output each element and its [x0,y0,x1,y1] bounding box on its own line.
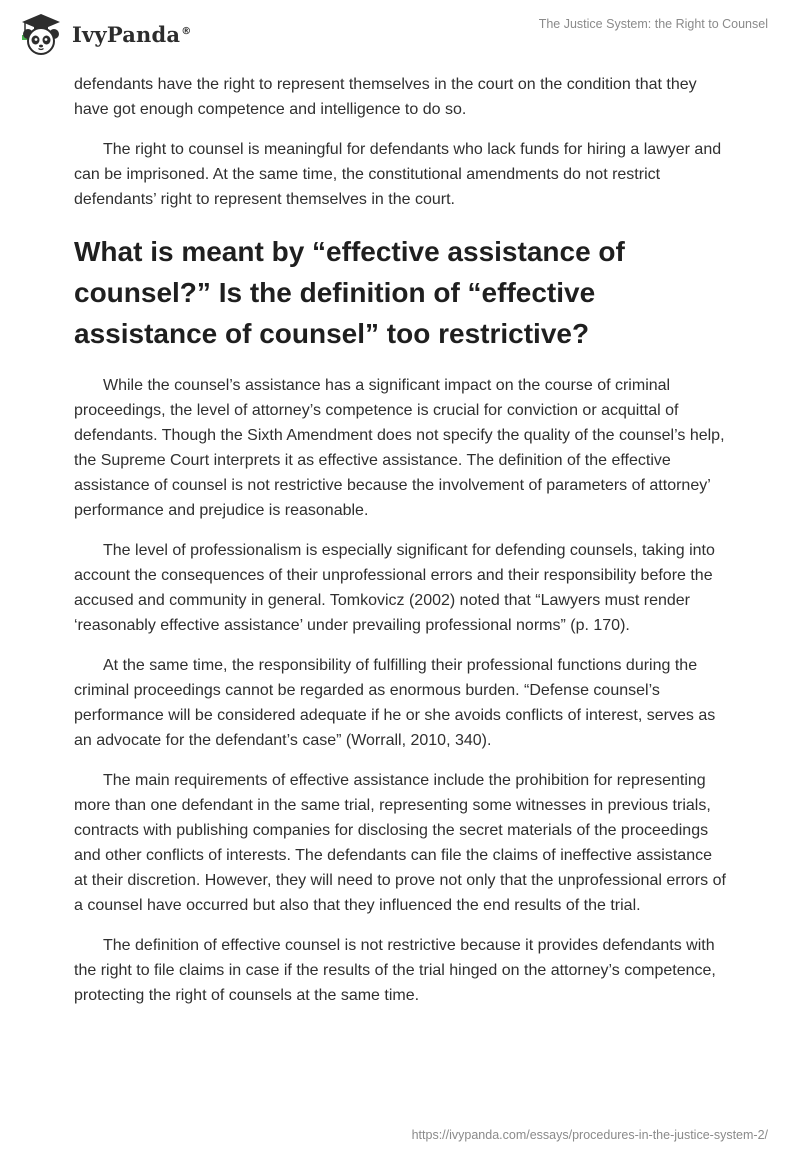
page-header [0,0,800,70]
paragraph: The definition of effective counsel is not restrictive because it provides defendants with the right to file claims in case if the results of the trial hinged on the attorney’s competence, protecting the right of counsels at the same time. [74,937,716,1004]
document-title: The Justice System: the Right to Counsel [538,17,768,31]
paragraph: At the same time, the responsibility of fulfilling their professional functions during the criminal proceedings cannot be regarded as enormous burden. “Defense counsel’s performance will be considered adequate if he or she avoids conflicts of interest, serves as an advocate for the defendant’s case” (Worrall, 2010, 340). [74,657,716,749]
paragraph: The right to counsel is meaningful for defendants who lack funds for hiring a lawyer and can be imprisoned. At the same time, the constitutional amendments do not restrict defendants’ right to represent themselves in the court. [74,141,722,208]
brand-text: IvyPanda [72,21,181,47]
paragraph: While the counsel’s assistance has a significant impact on the course of criminal proceedings, the level of attorney’s competence is crucial for conviction or acquittal of defendants. Though the Sixth Amendment does not specify the quality of the counsel’s help, the Supreme Court interprets it as effective assistance. The definition of the effective assistance of counsel is not restrictive because the involvement of parameters of attorney’ performance and prejudice is reasonable. [74,377,725,519]
paragraph: The level of professionalism is especially significant for defending counsels, taking into account the consequences of their unprofessional errors and their responsibility before the accused and community in general. Tomkovicz (2002) noted that “Lawyers must render ‘reasonably effective assistance’ under prevailing professional norms” (p. 170). [74,542,715,634]
paragraph: The main requirements of effective assistance include the prohibition for representing more than one defendant in the same trial, representing some witnesses in previous trials, contracts with publishing companies for disclosing the secret materials of the proceedings and other conflicts of interests. The defendants can file the claims of ineffective assistance at their discretion. However, they will need to prove not only that the unprofessional errors of a counsel have occurred but also that they influenced the end results of the trial. [74,772,726,914]
registered-mark: ® [181,25,192,37]
source-url[interactable]: https://ivypanda.com/essays/procedures-in-the-justice-system-2/ [411,1128,768,1142]
brand-name [72,22,191,47]
paragraph-continued: defendants have the right to represent themselves in the court on the condition that they have got enough competence and intelligence to do so. [74,76,697,118]
section-heading: What is meant by “effective assistance of counsel?” Is the definition of “effective assistance of counsel” too restrictive? [74,236,625,349]
brand-logo[interactable] [14,10,191,56]
panda-graduate-logo-icon [14,10,66,56]
essay-content [74,72,726,1023]
